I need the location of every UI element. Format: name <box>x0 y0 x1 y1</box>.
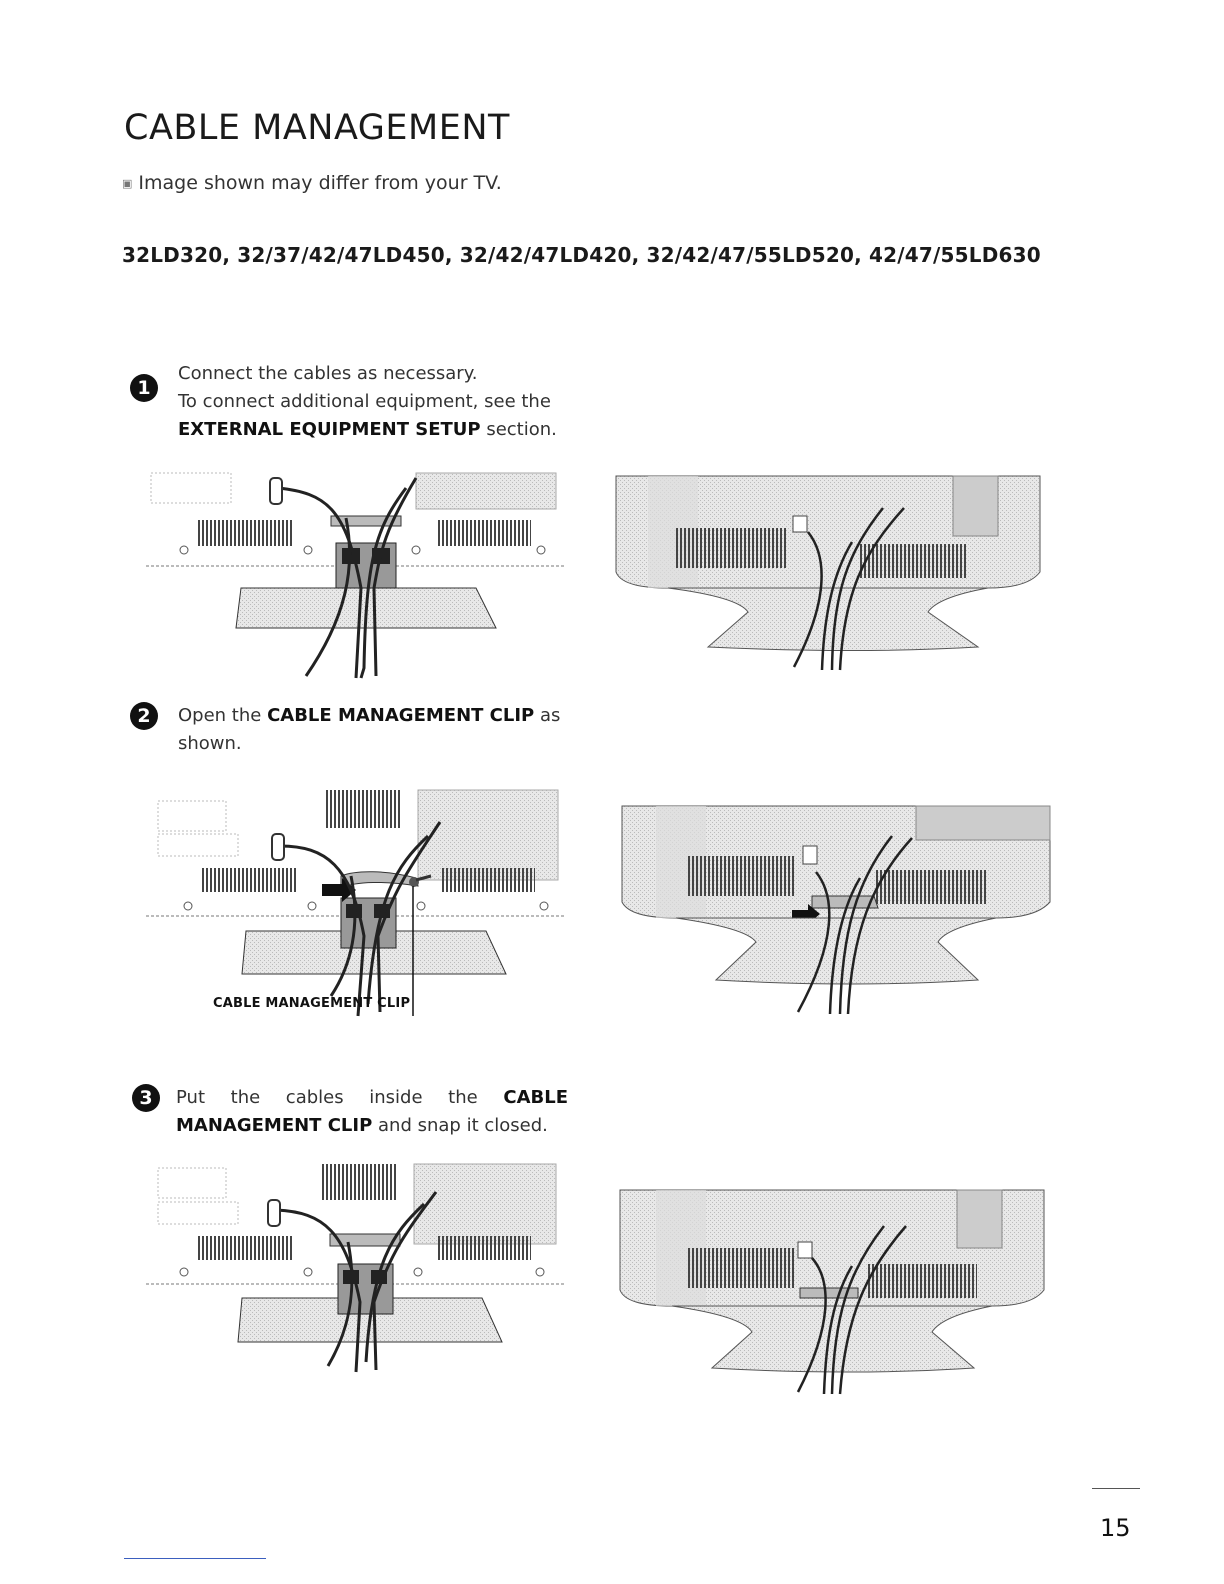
step-2 <box>130 702 570 758</box>
step-3 <box>130 1084 570 1140</box>
step-1-bold: EXTERNAL EQUIPMENT SETUP <box>178 419 481 440</box>
step-2-bold: CABLE MANAGEMENT CLIP <box>267 705 535 726</box>
step-1-number: 1 <box>130 374 158 402</box>
step-3-tail: and snap it closed. <box>372 1115 548 1136</box>
note-bullet-icon: ▣ <box>122 177 133 190</box>
model-list: 32LD320, 32/37/42/47LD450, 32/42/47LD420, 32/42/47/55LD520, 42/47/55LD630 <box>122 243 1041 267</box>
page-number-rule <box>1092 1488 1140 1489</box>
page-title: CABLE MANAGEMENT <box>124 108 510 148</box>
image-note <box>122 172 502 194</box>
note-text: Image shown may differ from your TV. <box>138 172 502 194</box>
step-1-tail: section. <box>480 419 557 440</box>
step-2-tail: as shown. <box>178 705 561 754</box>
step-3-bold: CABLE MANAGEMENT CLIP <box>176 1087 568 1136</box>
clip-callout-label: CABLE MANAGEMENT CLIP <box>213 996 411 1011</box>
page-number: 15 <box>1100 1514 1131 1542</box>
step-2-number: 2 <box>130 702 158 730</box>
step-2-pre: Open the <box>178 705 268 726</box>
step-2-left-diagram <box>146 786 576 1018</box>
step-1 <box>130 360 570 444</box>
step-1-left-diagram <box>146 468 576 680</box>
step-1-right-diagram <box>608 472 1048 672</box>
step-3-number: 3 <box>132 1084 160 1112</box>
step-2-right-diagram <box>616 802 1056 1016</box>
step-3-pre: Put the cables inside the <box>176 1087 504 1108</box>
footer-rule <box>124 1558 266 1559</box>
step-1-line2: To connect additional equipment, see the <box>178 391 551 412</box>
step-1-line1: Connect the cables as necessary. <box>178 363 478 384</box>
step-3-right-diagram <box>612 1186 1052 1396</box>
step-3-left-diagram <box>146 1162 576 1374</box>
